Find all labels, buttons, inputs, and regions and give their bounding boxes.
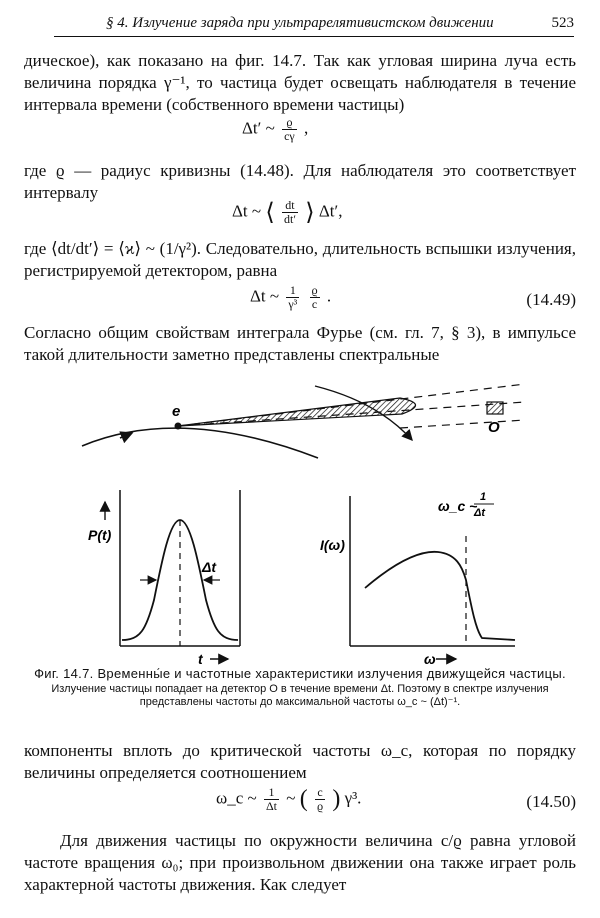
header-title: § 4. Излучение заряда при ультрарелятивистском движении	[106, 15, 494, 31]
equation-number-14-49: (14.49)	[526, 290, 576, 309]
paragraph-1: дическое), как показано на фиг. 14.7. Так как угловая ширина луча есть величина порядка γ⁻¹, то частица будет освещать наблюдателя в течение интервала времени (собственного времени частицы)	[24, 51, 576, 114]
eq1-num: ϱ	[282, 116, 297, 130]
eq3-num2: ϱ	[311, 283, 318, 297]
eq4-fraction-2	[315, 786, 325, 813]
paragraph-4: Согласно общим свойствам интеграла Фурье (см. гл. 7, § 3), в импульсе такой длительности заметно представлены спектральные	[24, 323, 576, 364]
cutoff-lhs: ω_c ~	[438, 498, 478, 514]
eq3-num1: 1	[286, 284, 299, 298]
eq4-den2: ϱ	[316, 799, 324, 813]
eq1-den: cγ	[284, 129, 295, 143]
eq2-lhs: Δt ~	[232, 201, 262, 221]
eq2-den: dt′	[283, 212, 296, 226]
equation-number-14-50: (14.50)	[526, 792, 576, 811]
eq2-tail: Δt′,	[318, 201, 343, 221]
left-angle-bracket: ⟨	[265, 200, 275, 226]
cutoff-den: Δt	[474, 507, 486, 519]
trajectory-curve	[82, 428, 318, 458]
eq3-den2: c	[311, 297, 318, 311]
left-ylabel: P(t)	[88, 527, 112, 543]
eq4-den1: Δt	[265, 799, 277, 813]
page-number: 523	[551, 15, 574, 31]
particle-label: e	[172, 403, 181, 420]
left-width-label: Δt	[202, 559, 217, 575]
eq4-lhs: ω_c ~	[216, 788, 257, 808]
detector-box	[487, 402, 503, 414]
cutoff-num: 1	[480, 491, 487, 503]
dashed-ray-lower	[400, 420, 525, 428]
right-xlabel: ω	[424, 651, 436, 667]
detector-label: O	[488, 419, 500, 436]
eq4-fraction-1	[264, 786, 279, 813]
paragraph-6: Для движения частицы по окружности величина c/ϱ равна угловой частоте вращения ω₀; при произвольном движении она также играет роль характерной частоты движения. Как следует	[24, 831, 576, 894]
caption-title: Фиг. 14.7. Временны́е и частотные характеристики излучения движущейся частицы.	[34, 666, 566, 681]
eq3-lhs: Δt ~	[250, 286, 280, 306]
figure-caption	[24, 666, 576, 709]
caption-text: Излучение частицы попадает на детектор O в течение времени Δt. Поэтому в спектре излучения представлены частоты до максимальной частоты ω_c ~ (Δt)⁻¹.	[51, 683, 549, 708]
eq4-mid: ~	[286, 788, 296, 808]
paragraph-2: где ϱ — радиус кривизны (14.48). Для наблюдателя это соответствует интервалу	[24, 161, 576, 202]
spectrum-curve	[365, 552, 515, 640]
right-ylabel: I(ω)	[320, 537, 345, 553]
paragraph-3: где ⟨dt/dt′⟩ = ⟨ϰ⟩ ~ (1/γ²). Следовательно, длительность вспышки излучения, регистрируемой детектором, равна	[24, 239, 576, 280]
left-paren: (	[299, 786, 308, 812]
equation-14-50	[216, 786, 361, 813]
left-xlabel: t	[198, 651, 203, 667]
particle-dot	[175, 423, 182, 430]
right-paren: )	[332, 786, 341, 812]
eq3-tail: .	[326, 286, 332, 306]
right-angle-bracket: ⟩	[305, 200, 315, 226]
eq2-num: dt	[282, 199, 298, 213]
eq4-num1: 1	[264, 786, 279, 800]
eq3-den1: γ³	[288, 297, 298, 311]
eq1-lhs: Δt′ ~	[242, 118, 275, 138]
eq1-tail: ,	[303, 118, 309, 138]
paragraph-5: компоненты вплоть до критической частоты ω_c, которая по порядку величины определяется соотношением	[24, 741, 576, 782]
eq4-num2: c	[315, 786, 325, 800]
eq4-tail: γ³.	[344, 788, 362, 808]
